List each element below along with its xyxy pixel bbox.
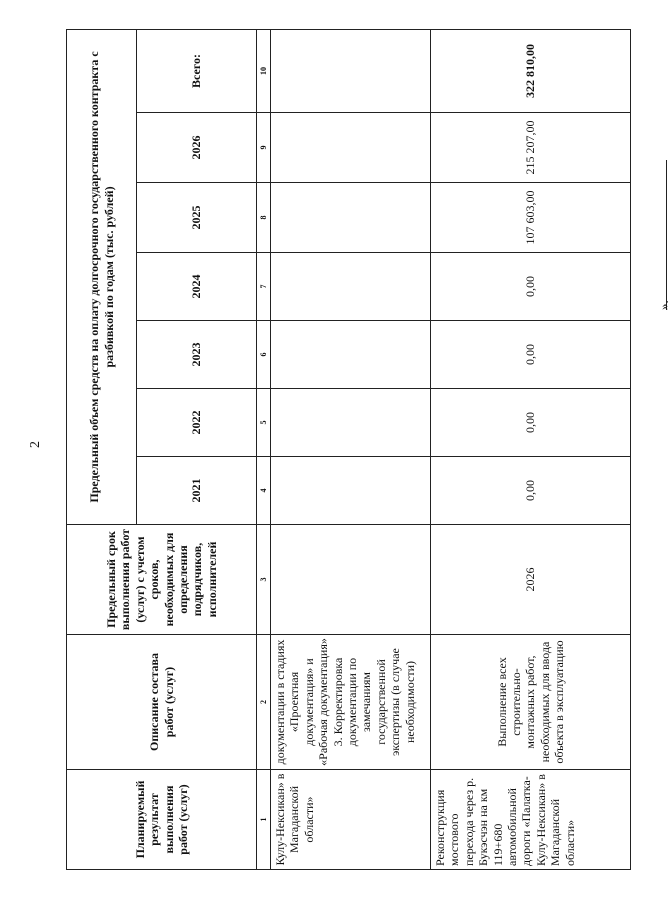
header-year-2022: 2022 <box>137 389 257 457</box>
row1-description: документации в стадиях «Проектная документация» и «Рабочая документация» 3. Корректировка документации по замечаниям государственной экспертизы (в случае необходимости) <box>271 635 431 770</box>
row2-result: Реконструкция мостового перехода через р. Букэсчэн на км 119+680 автомобильной дороги «Палатка-Кулу-Нексикан» в Магаданской области» <box>431 770 631 870</box>
header-result: Планируемый результат выполнения работ (услуг) <box>67 770 257 870</box>
column-numbers-row <box>257 29 271 869</box>
row2-deadline: 2026 <box>431 525 631 635</box>
row1-deadline <box>271 525 431 635</box>
page-number: 2 <box>28 441 43 448</box>
col-num: 6 <box>257 321 271 389</box>
contract-table <box>66 29 631 870</box>
row2-total: 322 810,00 <box>431 29 631 112</box>
header-description: Описание состава работ (услуг) <box>67 635 257 770</box>
rotated-table-wrapper <box>66 30 671 870</box>
row1-cell <box>271 253 431 321</box>
table-row <box>431 29 631 869</box>
row2-value-2026: 215 207,00 <box>431 113 631 183</box>
col-num: 10 <box>257 29 271 112</box>
row2-value-2023: 0,00 <box>431 321 631 389</box>
col-num: 8 <box>257 183 271 253</box>
col-num: 5 <box>257 389 271 457</box>
row1-result: Кулу-Нексикан» в Магаданской области» <box>271 770 431 870</box>
col-num: 7 <box>257 253 271 321</box>
header-year-2021: 2021 <box>137 457 257 525</box>
row2-value-2025: 107 603,00 <box>431 183 631 253</box>
col-num: 3 <box>257 525 271 635</box>
row2-value-2022: 0,00 <box>431 389 631 457</box>
row2-value-2024: 0,00 <box>431 253 631 321</box>
row2-value-2021: 0,00 <box>431 457 631 525</box>
row1-cell <box>271 389 431 457</box>
row1-cell <box>271 29 431 112</box>
col-num: 9 <box>257 113 271 183</box>
row1-cell <box>271 113 431 183</box>
header-year-2024: 2024 <box>137 253 257 321</box>
row1-cell <box>271 457 431 525</box>
col-num: 1 <box>257 770 271 870</box>
header-year-2026: 2026 <box>137 113 257 183</box>
end-line <box>666 160 667 310</box>
col-num: 4 <box>257 457 271 525</box>
header-funding-group: Предельный объем средств на оплату долгосрочного государственного контракта с разбивкой по годам (тыс. рублей) <box>67 29 137 524</box>
row1-cell <box>271 321 431 389</box>
end-mark: ». <box>656 300 671 310</box>
table-row <box>271 29 431 869</box>
header-deadline: Предельный срок выполнения работ (услуг) с учетом сроков, необходимых для определения подрядчиков, исполнителей <box>67 525 257 635</box>
col-num: 2 <box>257 635 271 770</box>
header-total: Всего: <box>137 29 257 112</box>
header-year-2025: 2025 <box>137 183 257 253</box>
row1-cell <box>271 183 431 253</box>
row2-description: Выполнение всех строительно- монтажных работ, необходимых для ввода объекта в эксплуатацию <box>431 635 631 770</box>
header-year-2023: 2023 <box>137 321 257 389</box>
